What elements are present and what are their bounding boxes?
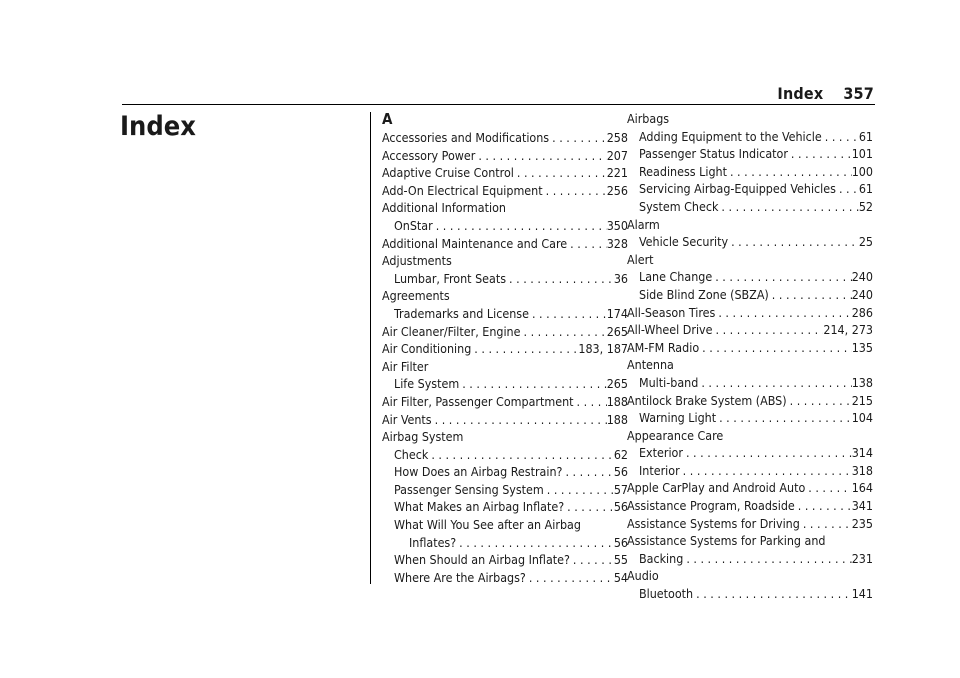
page-number: 357 — [843, 84, 874, 103]
index-entry — [627, 128, 873, 146]
index-entry — [627, 392, 873, 410]
dot-leader — [683, 444, 852, 462]
index-entry-page: 62 — [613, 446, 628, 462]
dot-leader — [562, 463, 613, 481]
index-entry-term: How Does an Airbag Restrain? — [394, 464, 563, 480]
index-entry — [382, 217, 628, 235]
index-entry-term: Backing — [639, 550, 684, 566]
dot-leader — [471, 340, 578, 358]
index-entry — [627, 198, 873, 216]
dot-leader — [567, 235, 607, 253]
index-entry — [382, 182, 628, 200]
index-entry-term: Lumbar, Front Seats — [394, 270, 507, 286]
index-entry-page: 240 — [851, 286, 873, 302]
index-entry-term: Add-On Electrical Equipment — [382, 182, 543, 198]
dot-leader — [432, 411, 607, 429]
index-entry-page: 56 — [613, 499, 628, 515]
dot-leader — [769, 286, 852, 304]
index-entry-term: Inflates? — [409, 534, 457, 550]
index-entry-term: Additional Maintenance and Care — [382, 235, 568, 251]
index-entry — [627, 304, 873, 322]
dot-leader — [787, 392, 852, 410]
index-entry-term: Exterior — [639, 445, 683, 461]
index-entry-term: Readiness Light — [639, 163, 727, 179]
index-entry-term: Servicing Airbag-Equipped Vehicles — [639, 181, 836, 197]
header-rule — [122, 104, 875, 105]
index-entry — [627, 409, 873, 427]
index-entry-page: 258 — [606, 130, 628, 145]
dot-leader — [529, 305, 607, 323]
index-entry-term: What Makes an Airbag Inflate? — [394, 499, 565, 515]
dot-leader — [795, 497, 852, 515]
index-entry-term: Vehicle Security — [639, 234, 729, 250]
index-entry-term: AM-FM Radio — [627, 339, 700, 355]
index-entry-term: Antilock Brake System (ABS) — [627, 392, 787, 408]
dot-leader — [570, 551, 614, 569]
index-entry-term: Multi-band — [639, 374, 699, 390]
index-entry — [627, 163, 873, 181]
index-entry — [382, 498, 628, 516]
index-heading: Adjustments — [382, 253, 452, 269]
index-entry-page: 207 — [606, 147, 628, 163]
index-entry-page: 341 — [851, 498, 873, 514]
index-entry-term: Accessory Power — [382, 147, 476, 163]
index-entry-term: When Should an Airbag Inflate? — [394, 552, 570, 568]
index-entry-page: 328 — [606, 235, 628, 251]
index-entry — [627, 462, 873, 480]
dot-leader — [712, 268, 852, 286]
index-heading: Antenna — [627, 357, 674, 373]
index-entry — [382, 446, 628, 464]
index-title: Index — [120, 111, 196, 142]
index-entry-term: Assistance Program, Roadside — [627, 498, 795, 514]
dot-leader — [549, 129, 607, 147]
dot-leader — [564, 498, 614, 516]
index-entry-page: 314 — [851, 445, 873, 461]
index-entry — [627, 479, 873, 497]
index-entry — [627, 321, 873, 339]
index-column-right — [627, 110, 873, 603]
dot-leader — [716, 409, 852, 427]
index-entry-page: 265 — [606, 323, 628, 339]
index-entry-page: 141 — [851, 586, 873, 602]
index-entry-page: 56 — [613, 464, 628, 480]
index-entry-page: 214, 273 — [823, 322, 873, 338]
index-entry-term: Lane Change — [639, 269, 713, 285]
index-entry — [627, 286, 873, 304]
index-entry — [382, 534, 628, 552]
index-entry-page: 231 — [851, 550, 873, 566]
index-entry-term: Accessories and Modifications — [382, 130, 550, 145]
dot-leader — [699, 339, 852, 357]
index-entry-term: OnStar — [394, 217, 433, 233]
index-entry — [382, 129, 628, 147]
dot-leader — [514, 164, 607, 182]
dot-leader — [715, 304, 851, 322]
index-entry — [627, 497, 873, 515]
index-entry — [627, 374, 873, 392]
index-entry — [627, 444, 873, 462]
index-entry-page: 350 — [606, 217, 628, 233]
index-entry-page: 215 — [851, 392, 873, 408]
index-entry — [627, 339, 873, 357]
index-entry — [382, 551, 628, 569]
running-header-section: Index — [777, 84, 824, 103]
index-column-left — [382, 110, 628, 586]
index-entry — [382, 270, 628, 288]
index-heading: What Will You See after an Airbag — [394, 517, 581, 533]
index-entry-page: 221 — [606, 165, 628, 181]
index-entry-term: Passenger Sensing System — [394, 481, 544, 497]
index-entry-page: 240 — [851, 269, 873, 285]
dot-leader — [459, 375, 607, 393]
index-entry-term: Interior — [639, 462, 680, 478]
index-entry-page: 135 — [851, 339, 873, 355]
dot-leader — [836, 180, 859, 198]
dot-leader — [805, 479, 851, 497]
index-entry-page: 57 — [613, 481, 628, 497]
index-entry — [627, 550, 873, 568]
index-entry-page: 101 — [851, 146, 873, 162]
index-entry — [382, 375, 628, 393]
dot-leader — [456, 534, 614, 552]
index-entry-term: Passenger Status Indicator — [639, 146, 788, 162]
index-heading: Alarm — [627, 216, 660, 232]
index-entry — [382, 393, 628, 411]
index-entry — [382, 323, 628, 341]
index-entry-page: 25 — [858, 234, 873, 250]
dot-leader — [698, 374, 851, 392]
dot-leader — [428, 446, 614, 464]
index-entry-term: Apple CarPlay and Android Auto — [627, 480, 806, 496]
index-entry-page: 104 — [851, 410, 873, 426]
index-heading: Assistance Systems for Parking and — [627, 533, 826, 549]
index-heading: Airbag System — [382, 429, 464, 445]
dot-leader — [574, 393, 607, 411]
index-entry-term: Trademarks and License — [394, 305, 529, 321]
index-entry — [627, 268, 873, 286]
index-entry-page: 183, 187 — [578, 341, 628, 357]
index-heading: Audio — [627, 568, 659, 584]
index-entry-page: 61 — [858, 181, 873, 197]
index-entry-page: 174 — [606, 305, 628, 321]
dot-leader — [718, 198, 858, 216]
index-entry-term: Where Are the Airbags? — [394, 569, 526, 585]
index-entry-term: Air Cleaner/Filter, Engine — [382, 323, 521, 339]
index-entry-term: Check — [394, 446, 429, 462]
dot-leader — [822, 128, 859, 146]
index-entry — [382, 305, 628, 323]
index-entry-page: 54 — [613, 569, 628, 585]
index-entry-page: 256 — [606, 182, 628, 198]
index-entry-term: Adding Equipment to the Vehicle — [639, 128, 822, 144]
index-entry-page: 56 — [613, 534, 628, 550]
dot-leader — [543, 182, 607, 200]
dot-leader — [727, 163, 852, 181]
index-entry — [627, 585, 873, 603]
index-entry-page: 55 — [613, 552, 628, 568]
index-heading: Alert — [627, 251, 654, 267]
index-entry-term: Life System — [394, 376, 460, 392]
index-entry-term: Warning Light — [639, 410, 717, 426]
index-entry — [627, 180, 873, 198]
index-entry — [382, 569, 628, 587]
index-entry-term: All-Season Tires — [627, 304, 716, 320]
index-entry-page: 188 — [606, 411, 628, 427]
dot-leader — [475, 147, 606, 165]
index-entry — [382, 147, 628, 165]
dot-leader — [506, 270, 614, 288]
index-entry-page: 61 — [858, 128, 873, 144]
index-entry-page: 164 — [851, 480, 873, 496]
index-heading: Airbags — [627, 111, 670, 126]
index-entry-term: All-Wheel Drive — [627, 322, 713, 338]
index-entry — [382, 411, 628, 429]
index-entry-page: 100 — [851, 163, 873, 179]
dot-leader — [544, 481, 614, 499]
index-entry — [627, 233, 873, 251]
dot-leader — [521, 323, 607, 341]
dot-leader — [683, 550, 851, 568]
column-divider — [370, 112, 371, 584]
index-entry-page: 318 — [851, 462, 873, 478]
index-entry-term: Assistance Systems for Driving — [627, 515, 800, 531]
index-entry — [382, 481, 628, 499]
dot-leader — [728, 233, 859, 251]
index-entry-term: Air Vents — [382, 411, 432, 427]
dot-leader — [800, 515, 852, 533]
running-header — [777, 84, 874, 103]
dot-leader — [713, 321, 824, 339]
index-entry-page: 235 — [851, 515, 873, 531]
index-heading: Appearance Care — [627, 427, 724, 443]
index-entry-page: 138 — [851, 374, 873, 390]
index-entry — [382, 463, 628, 481]
dot-leader — [693, 585, 852, 603]
index-entry — [627, 145, 873, 163]
index-letter-heading: A — [382, 110, 393, 128]
index-heading: Agreements — [382, 288, 450, 304]
dot-leader — [433, 217, 607, 235]
dot-leader — [526, 569, 614, 587]
index-entry-page: 188 — [606, 393, 628, 409]
index-entry-term: Side Blind Zone (SBZA) — [639, 286, 769, 302]
index-entry-page: 286 — [851, 304, 873, 320]
index-entry-page: 36 — [613, 270, 628, 286]
index-entry-page: 52 — [858, 198, 873, 214]
dot-leader — [680, 462, 852, 480]
index-entry-term: Air Conditioning — [382, 341, 472, 357]
index-entry — [627, 515, 873, 533]
index-entry — [382, 164, 628, 182]
index-entry — [382, 340, 628, 358]
index-heading: Additional Information — [382, 200, 506, 216]
index-heading: Air Filter — [382, 358, 429, 374]
index-entry-term: System Check — [639, 198, 719, 214]
index-entry-page: 265 — [606, 376, 628, 392]
dot-leader — [788, 145, 852, 163]
index-entry-term: Bluetooth — [639, 586, 694, 602]
index-entry-term: Air Filter, Passenger Compartment — [382, 393, 574, 409]
index-entry-term: Adaptive Cruise Control — [382, 165, 514, 181]
index-entry — [382, 235, 628, 253]
